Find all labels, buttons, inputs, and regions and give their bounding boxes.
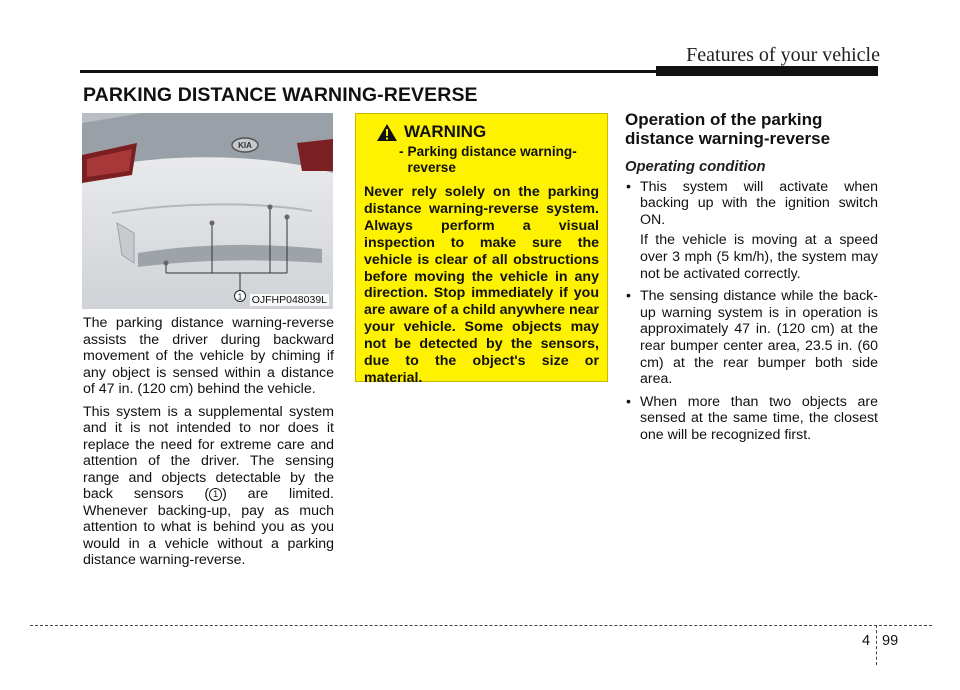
- running-header: Features of your vehicle: [686, 44, 880, 66]
- page-number-divider: [876, 625, 877, 665]
- list-item: • This system will activate when backing up with the ignition switch ON. If the vehicle is moving at a speed over 3 mph (5 km/h), the system may not be activated correctly.: [625, 179, 878, 283]
- warning-body: Never rely solely on the parking distance warning-reverse system. Always perform a visual inspection to make sure the vehicle is clear of all obstructions before moving the vehicle in any direction. Stop immediately if you are aware of a child anywhere near your vehicle. Some objects may not be detected by the sensors, due to the object's size or material.: [364, 184, 599, 386]
- header-rule: [80, 70, 656, 73]
- footer-rule: [30, 625, 932, 626]
- warning-box: [355, 113, 608, 386]
- intro-paragraph: The parking distance warning-reverse assists the driver during backward movement of the vehicle by chiming if any object is sensed within a distance of 47 in. (120 cm) behind the vehicle.: [83, 315, 334, 397]
- figure-code: OJFHP048039L: [251, 294, 327, 306]
- rear-bumper-photo: [82, 113, 333, 309]
- list-item: • The sensing distance while the back-up warning system is in operation is approximately 47 in. (120 cm) at the rear bumper center area, 23.5 in. (60 cm) at the rear bumper both side area.: [625, 288, 878, 388]
- sensor-callout: 1: [209, 488, 222, 501]
- header-tab: [656, 66, 878, 76]
- speed-note: If the vehicle is moving at a speed over 3 mph (5 km/h), the system may not be activated correctly.: [640, 232, 878, 282]
- supplemental-paragraph: This system is a supplemental system and it is not intended to nor does it replace the need for extreme care and attention of the driver. The sensing range and objects detectable by the back sensors ( 1 ) are limited. Whenever backing-up, pay as much attention to what is behind you as you would in a vehicle without a parking distance warning-reverse.: [83, 403, 334, 568]
- svg-text:KIA: KIA: [238, 141, 252, 150]
- right-column: [625, 110, 878, 450]
- list-item: • When more than two objects are sensed at the same time, the closest one will be recognized first.: [625, 394, 878, 444]
- section-title: PARKING DISTANCE WARNING-REVERSE: [83, 84, 478, 106]
- page-number: 99: [882, 633, 899, 649]
- condition-list: [625, 179, 878, 444]
- operating-condition-subheading: Operating condition: [625, 159, 766, 175]
- warning-triangle-icon: [376, 123, 398, 142]
- car-rear-illustration: [82, 113, 333, 309]
- warning-subtitle: - Parking distance warning-reverse: [399, 144, 577, 175]
- warning-title: WARNING: [404, 122, 487, 141]
- figure-callout: 1: [237, 292, 243, 302]
- left-column: [83, 315, 334, 575]
- operation-heading: Operation of the parking distance warning-reverse: [625, 110, 831, 148]
- chapter-number: 4: [862, 633, 871, 649]
